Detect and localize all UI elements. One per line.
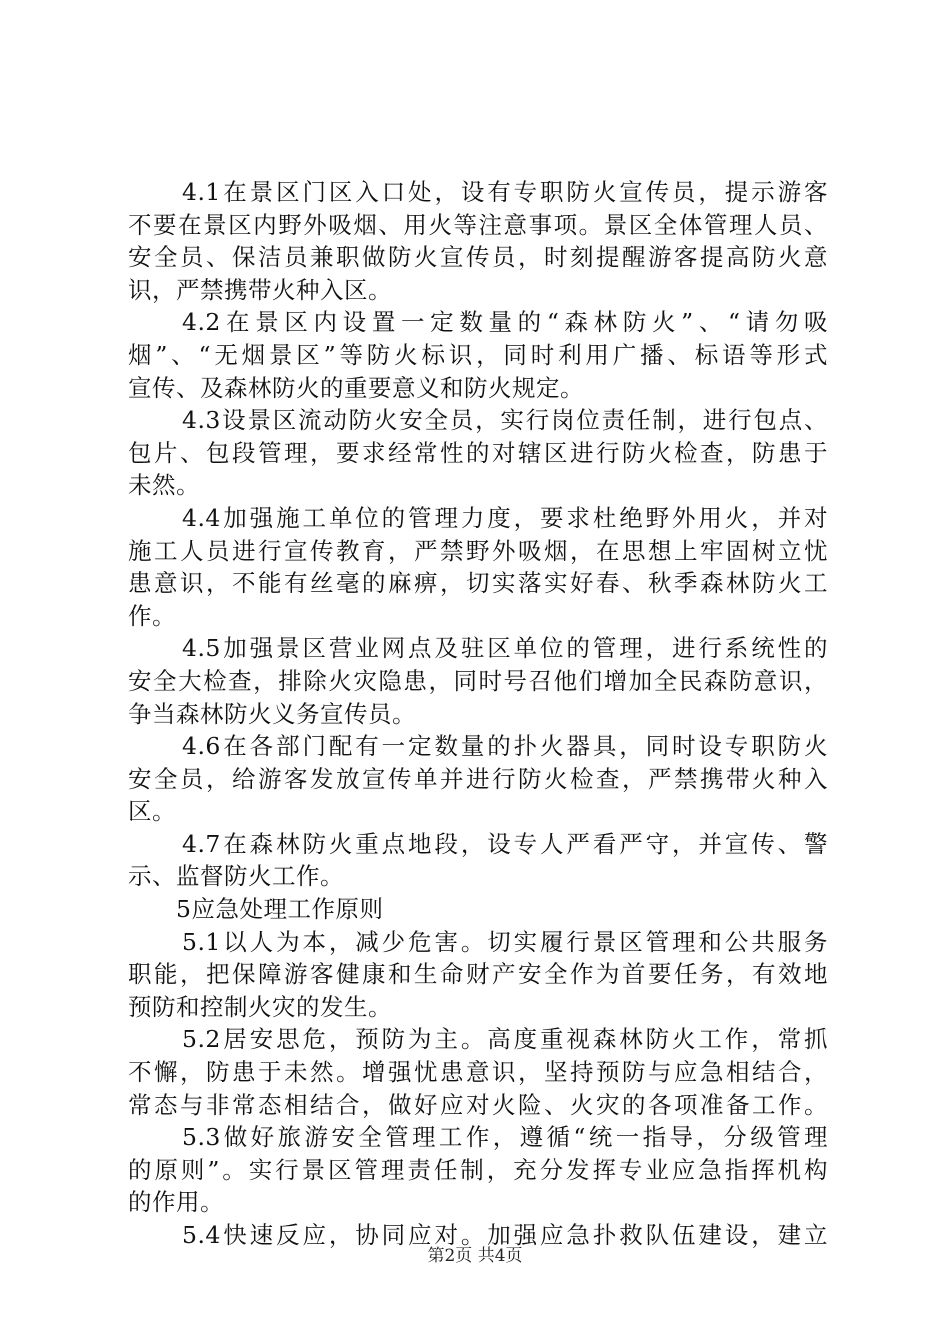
text-line: 作。 xyxy=(128,601,176,630)
text-line: 安全员，给游客发放宣传单并进行防火检查，严禁携带火种入 xyxy=(128,764,828,793)
text-line: 争当森林防火义务宣传员。 xyxy=(128,699,416,728)
text-line: 示、监督防火工作。 xyxy=(128,862,344,891)
text-line: 烟”、“无烟景区”等防火标识，同时利用广播、标语等形式 xyxy=(128,340,828,369)
text-line: 不懈，防患于未然。增强忧患意识，坚持预防与应急相结合， xyxy=(128,1058,828,1087)
text-line: 常态与非常态相结合，做好应对火险、火灾的各项准备工作。 xyxy=(128,1090,828,1119)
text-line: 职能，把保障游客健康和生命财产安全作为首要任务，有效地 xyxy=(128,960,828,989)
text-line: 施工人员进行宣传教育，严禁野外吸烟，在思想上牢固树立忧 xyxy=(128,536,828,565)
text-line: 的原则”。实行景区管理责任制，充分发挥专业应急指挥机构 xyxy=(128,1155,828,1184)
text-line: 4.3设景区流动防火安全员，实行岗位责任制，进行包点、 xyxy=(182,406,828,435)
text-line: 患意识，不能有丝毫的麻痹，切实落实好春、秋季森林防火工 xyxy=(128,569,828,598)
text-line: 5应急处理工作原则 xyxy=(176,895,384,924)
text-line: 5.3做好旅游安全管理工作，遵循“统一指导，分级管理 xyxy=(182,1123,828,1152)
text-line: 预防和控制火灾的发生。 xyxy=(128,992,392,1021)
text-line: 安全员、保洁员兼职做防火宣传员，时刻提醒游客提高防火意 xyxy=(128,243,828,272)
text-line: 包片、包段管理，要求经常性的对辖区进行防火检查，防患于 xyxy=(128,438,828,467)
text-line: 的作用。 xyxy=(128,1188,224,1217)
text-line: 安全大检查，排除火灾隐患，同时号召他们增加全民森防意识， xyxy=(128,666,828,695)
text-line: 4.4加强施工单位的管理力度，要求杜绝野外用火，并对 xyxy=(182,503,828,532)
text-line: 识，严禁携带火种入区。 xyxy=(128,275,392,304)
text-line: 宣传、及森林防火的重要意义和防火规定。 xyxy=(128,373,584,402)
text-line: 未然。 xyxy=(128,471,200,500)
text-line: 4.6在各部门配有一定数量的扑火器具，同时设专职防火 xyxy=(182,732,828,761)
text-line: 不要在景区内野外吸烟、用火等注意事项。景区全体管理人员、 xyxy=(128,210,828,239)
text-line: 4.2在景区内设置一定数量的“森林防火”、“请勿吸 xyxy=(182,308,828,337)
document-body xyxy=(128,176,828,1252)
text-line: 4.5加强景区营业网点及驻区单位的管理，进行系统性的 xyxy=(182,634,828,663)
text-line: 5.1以人为本，减少危害。切实履行景区管理和公共服务 xyxy=(182,927,828,956)
text-line: 区。 xyxy=(128,797,176,826)
text-line: 5.4快速反应，协同应对。加强应急扑救队伍建设，建立 xyxy=(182,1221,828,1249)
text-line: 4.7在森林防火重点地段，设专人严看严守，并宣传、警 xyxy=(182,829,828,858)
text-line: 4.1在景区门区入口处，设有专职防火宣传员，提示游客 xyxy=(182,178,828,206)
page-footer: 第2页 共4页 xyxy=(427,1246,523,1266)
text-line: 5.2居安思危，预防为主。高度重视森林防火工作，常抓 xyxy=(182,1025,828,1054)
